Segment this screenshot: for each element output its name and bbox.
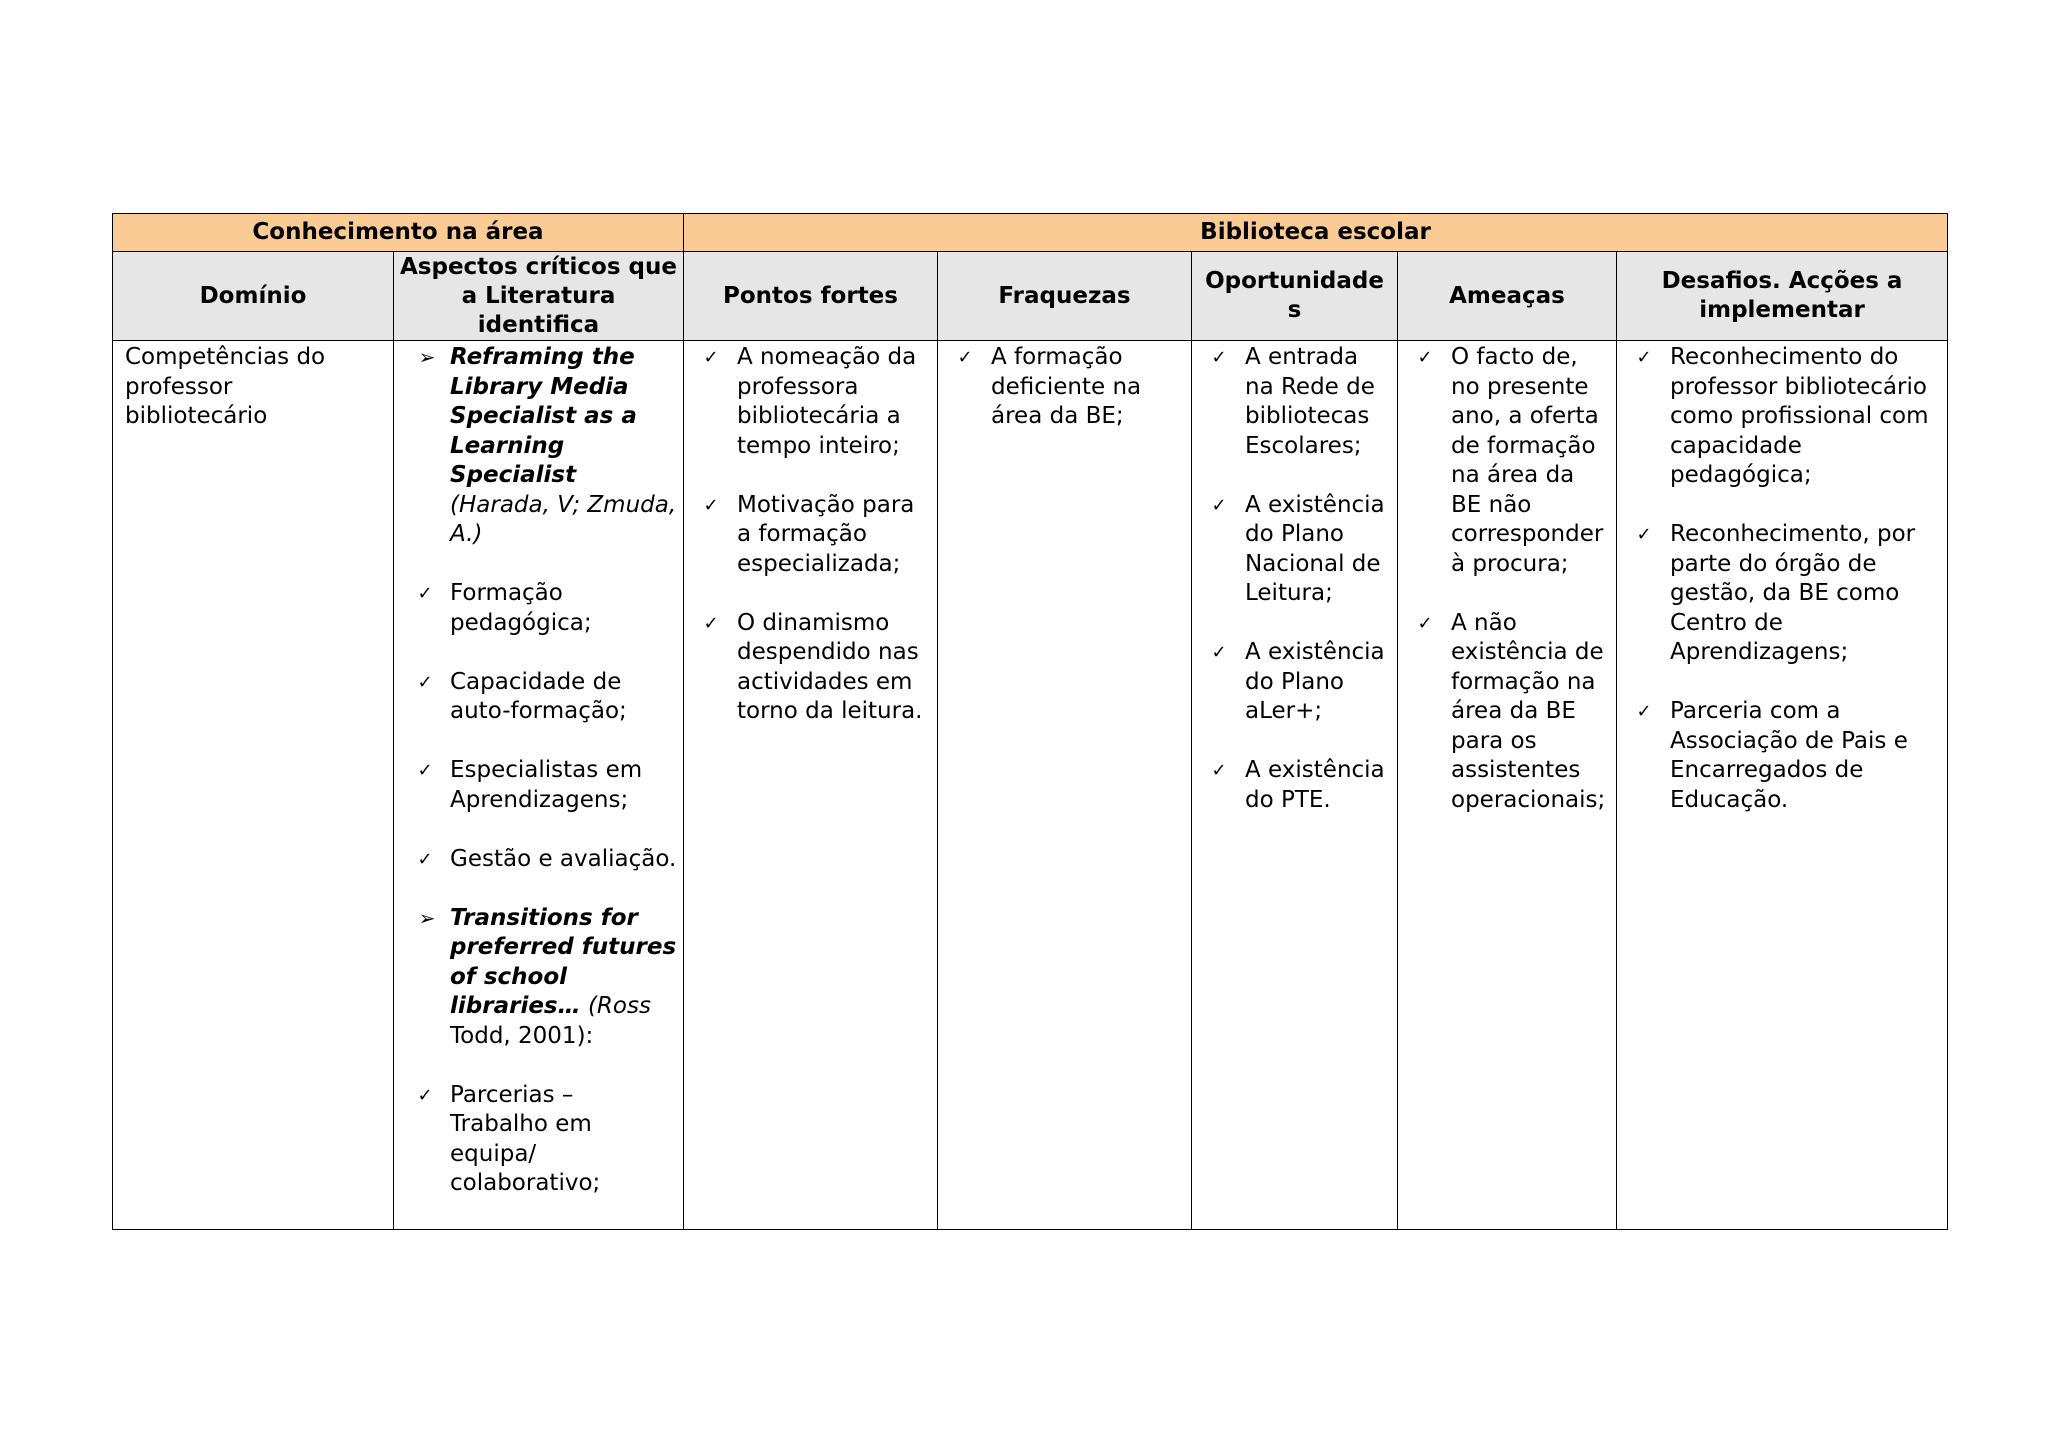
pontos-fortes-list bbox=[692, 343, 929, 727]
reference-title: Reframing the Library Media Specialist as a Learning Specialist bbox=[450, 344, 637, 488]
check-icon: ✓ bbox=[1211, 642, 1227, 663]
check-icon: ✓ bbox=[417, 1084, 433, 1106]
desafios-list bbox=[1625, 343, 1939, 815]
cell-oportunidades bbox=[1192, 341, 1398, 1230]
reference-citation-italic: (Ross bbox=[587, 993, 651, 1019]
check-icon: ✓ bbox=[1636, 524, 1652, 545]
check-icon: ✓ bbox=[1417, 347, 1433, 368]
list-item bbox=[1625, 697, 1939, 815]
list-item-text: O facto de, no presente ano, a oferta de formação na área da BE não corresponder à procura; bbox=[1451, 344, 1604, 577]
swot-table bbox=[112, 213, 1948, 1230]
check-icon: ✓ bbox=[1417, 612, 1433, 634]
table-row bbox=[113, 341, 1948, 1230]
list-item bbox=[692, 609, 929, 727]
cell-aspectos bbox=[394, 341, 684, 1230]
col-header-oportunidades: Oportunidade s bbox=[1192, 252, 1398, 341]
check-icon: ✓ bbox=[1211, 347, 1227, 368]
oportunidades-list bbox=[1200, 343, 1389, 815]
check-icon: ✓ bbox=[703, 494, 719, 516]
list-item bbox=[1200, 638, 1389, 727]
list-item-text: A existência do PTE. bbox=[1245, 757, 1385, 813]
list-item bbox=[1406, 609, 1608, 816]
ameacas-list bbox=[1406, 343, 1608, 815]
list-item bbox=[1625, 520, 1939, 668]
col-header-fraquezas: Fraquezas bbox=[938, 252, 1192, 341]
cell-ameacas bbox=[1398, 341, 1617, 1230]
check-icon: ✓ bbox=[417, 583, 433, 604]
list-item bbox=[946, 343, 1183, 432]
arrow-bullet-icon: ➢ bbox=[418, 905, 436, 930]
aspectos-list bbox=[406, 343, 677, 1199]
list-item bbox=[1200, 343, 1389, 461]
list-item-text: Reconhecimento, por parte do órgão de gestão, da BE como Centro de Aprendizagens; bbox=[1670, 521, 1916, 665]
check-icon: ✓ bbox=[417, 671, 433, 693]
list-item-text: A formação deficiente na área da BE; bbox=[991, 344, 1142, 429]
check-icon: ✓ bbox=[703, 347, 719, 368]
column-header-row bbox=[113, 252, 1948, 341]
col-header-pontos-fortes: Pontos fortes bbox=[684, 252, 938, 341]
cell-desafios bbox=[1617, 341, 1948, 1230]
list-item bbox=[406, 668, 677, 727]
cell-pontos-fortes bbox=[684, 341, 938, 1230]
list-item-text: A entrada na Rede de bibliotecas Escolares; bbox=[1245, 344, 1375, 459]
check-icon: ✓ bbox=[417, 760, 433, 781]
list-item bbox=[406, 579, 677, 638]
check-icon: ✓ bbox=[957, 347, 973, 368]
list-item bbox=[1200, 491, 1389, 609]
list-item-text: A não existência de formação na área da BE para os assistentes operacionais; bbox=[1451, 609, 1606, 813]
list-item-text: Especialistas em Aprendizagens; bbox=[450, 757, 643, 813]
col-header-aspectos: Aspectos críticos que a Literatura identifica bbox=[394, 252, 684, 341]
list-item-text: A existência do Plano aLer+; bbox=[1245, 639, 1385, 724]
list-item-text: A existência do Plano Nacional de Leitura; bbox=[1245, 491, 1385, 606]
check-icon: ✓ bbox=[1636, 347, 1652, 368]
col-header-dominio: Domínio bbox=[113, 252, 394, 341]
list-item-text: Parcerias – Trabalho em equipa/ colaborativo; bbox=[450, 1081, 601, 1196]
list-item-text: A nomeação da professora bibliotecária a tempo inteiro; bbox=[737, 344, 917, 459]
arrow-bullet-icon: ➢ bbox=[418, 345, 436, 369]
reference-title: Transitions for preferred futures of school libraries… bbox=[450, 904, 677, 1019]
fraquezas-list bbox=[946, 343, 1183, 432]
list-item bbox=[1406, 343, 1608, 579]
list-item bbox=[406, 756, 677, 815]
cell-dominio bbox=[113, 341, 394, 1230]
group-header-conhecimento: Conhecimento na área bbox=[113, 214, 684, 252]
list-item bbox=[406, 904, 677, 1052]
list-item-text: Capacidade de auto-formação; bbox=[450, 668, 627, 724]
group-header-biblioteca: Biblioteca escolar bbox=[684, 214, 1948, 252]
col-header-ameacas: Ameaças bbox=[1398, 252, 1617, 341]
check-icon: ✓ bbox=[1211, 494, 1227, 516]
check-icon: ✓ bbox=[1211, 760, 1227, 781]
list-item-text: Gestão e avaliação. bbox=[450, 845, 677, 872]
col-header-desafios: Desafios. Acções a implementar bbox=[1617, 252, 1948, 341]
group-header-row bbox=[113, 214, 1948, 252]
list-item-text: Parceria com a Associação de Pais e Encarregados de Educação. bbox=[1670, 698, 1908, 813]
cell-fraquezas bbox=[938, 341, 1192, 1230]
list-item-text: O dinamismo despendido nas actividades em torno da leitura. bbox=[737, 609, 923, 724]
list-item bbox=[692, 491, 929, 580]
list-item bbox=[406, 343, 677, 550]
reference-citation: (Harada, V; Zmuda, A.) bbox=[450, 491, 677, 547]
list-item-text: Formação pedagógica; bbox=[450, 580, 592, 636]
list-item bbox=[406, 845, 677, 875]
check-icon: ✓ bbox=[1636, 701, 1652, 722]
reference-citation-rest: Todd, 2001): bbox=[450, 1022, 594, 1049]
list-item-text: Reconhecimento do professor bibliotecário como profissional com capacidade pedagógica; bbox=[1670, 344, 1929, 488]
check-icon: ✓ bbox=[417, 848, 433, 870]
list-item bbox=[692, 343, 929, 461]
list-item-text: Motivação para a formação especializada; bbox=[737, 491, 915, 577]
check-icon: ✓ bbox=[703, 612, 719, 634]
dominio-text: Competências do professor bibliotecário bbox=[125, 344, 326, 429]
list-item bbox=[1625, 343, 1939, 491]
list-item bbox=[1200, 756, 1389, 815]
list-item bbox=[406, 1081, 677, 1199]
